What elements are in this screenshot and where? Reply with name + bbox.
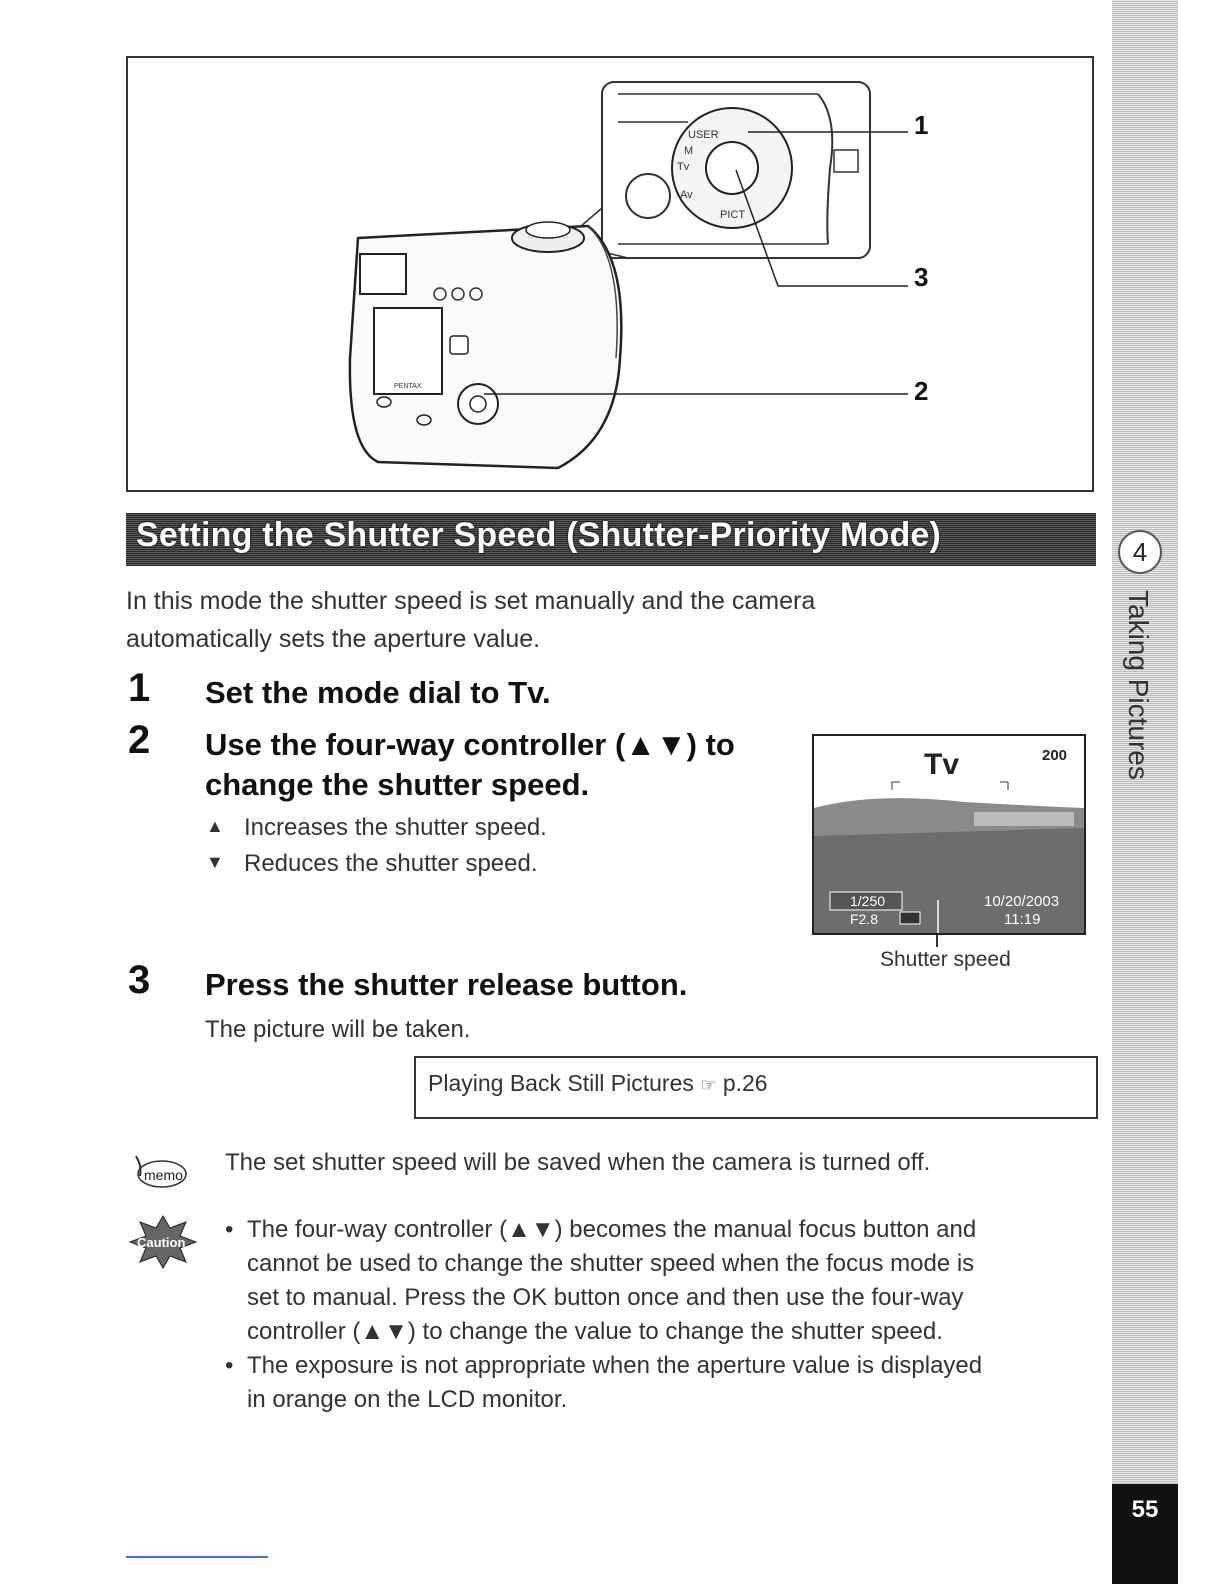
dial-label-av: Av: [680, 189, 693, 201]
reference-box: [414, 1056, 1098, 1119]
lcd-caption-pointer: [936, 935, 938, 947]
battery-icon: [900, 912, 920, 924]
caution-1-line-3: set to manual. Press the OK button once and then use the four-way: [247, 1284, 964, 1311]
caution-1-line-4: controller (▲▼) to change the value to change the shutter speed.: [247, 1318, 943, 1345]
step-1-number: 1: [128, 666, 151, 710]
step-3-title: Press the shutter release button.: [205, 967, 688, 1002]
memo-text: The set shutter speed will be saved when the camera is turned off.: [225, 1149, 931, 1176]
step-2-number: 2: [128, 718, 151, 762]
page-number: 55: [1131, 1496, 1159, 1523]
lcd-screen: [814, 736, 1084, 933]
lcd-shots-remaining: 200: [1042, 747, 1068, 764]
lcd-preview: [812, 734, 1086, 935]
step-2-item-1: Increases the shutter speed.: [244, 814, 547, 841]
step-2-item-2: Reduces the shutter speed.: [244, 850, 538, 877]
callout-3: 3: [914, 262, 929, 292]
intro-line-2: automatically sets the aperture value.: [126, 625, 541, 653]
up-arrow-icon: ▲: [206, 816, 224, 836]
step-3-body: The picture will be taken.: [205, 1016, 471, 1043]
intro-line-1: In this mode the shutter speed is set manually and the camera: [126, 587, 816, 615]
caution-2-line-1: The exposure is not appropriate when the aperture value is displayed: [247, 1352, 983, 1379]
callout-2: 2: [914, 376, 929, 406]
step-2-title-line-1: Use the four-way controller (▲▼) to: [205, 727, 735, 762]
camera-brand: PENTAX: [394, 383, 422, 390]
caution-text: [225, 1213, 1105, 1417]
chapter-label: [1120, 590, 1160, 830]
camera-body: [350, 222, 621, 468]
lcd-shutter-speed: 1/250: [850, 893, 886, 909]
caution-icon-label: Caution: [137, 1235, 186, 1250]
step-3-number: 3: [128, 958, 151, 1002]
camera-illustration: [128, 58, 1092, 490]
section-title: Setting the Shutter Speed (Shutter-Priority Mode): [136, 516, 942, 554]
memo-icon-label: memo: [144, 1167, 183, 1183]
footer-rule: [126, 1556, 268, 1558]
lcd-date: 10/20/2003: [984, 893, 1060, 910]
chapter-label-text: Taking Pictures: [1123, 590, 1154, 780]
callout-1: 1: [914, 110, 929, 140]
camera-figure: [126, 56, 1094, 492]
step-1-title: Set the mode dial to Tv.: [205, 675, 551, 710]
memo-icon: [132, 1152, 188, 1192]
lcd-time: 11:19: [1004, 911, 1041, 928]
step-2-title-line-2: change the shutter speed.: [205, 767, 590, 802]
down-arrow-icon: ▼: [206, 852, 224, 872]
lcd-mode: Tv: [924, 748, 960, 781]
chapter-number: 4: [1118, 530, 1162, 574]
caution-2-line-2: in orange on the LCD monitor.: [247, 1386, 568, 1413]
reference-page[interactable]: p.26: [722, 1070, 768, 1096]
caution-icon: [128, 1214, 198, 1270]
intro-paragraph: [126, 582, 1026, 658]
caution-1-line-1: The four-way controller (▲▼) becomes the manual focus button and: [247, 1216, 977, 1243]
dial-label-m: M: [684, 145, 694, 157]
dial-label-user: USER: [688, 129, 719, 141]
lcd-caption: Shutter speed: [880, 948, 1011, 971]
caution-1-line-2: cannot be used to change the shutter speed when the focus mode is: [247, 1250, 975, 1277]
dial-label-pict: PICT: [720, 209, 746, 221]
reference-text: Playing Back Still Pictures: [428, 1070, 694, 1096]
lcd-aperture: F2.8: [850, 911, 879, 927]
dial-label-tv: Tv: [677, 161, 690, 173]
caution-bullet-2: • The exposure is not appropriate when the aperture value is displayed in orange on the LCD monitor.: [225, 1349, 1105, 1417]
pointing-hand-icon: ☞: [700, 1075, 717, 1095]
caution-bullet-1: • The four-way controller (▲▼) becomes the manual focus button and cannot be used to change the shutter speed when the focus mode is set to manual. Press the OK button once and then use the four-way controller (▲▼) to change the value to change the shutter speed.: [225, 1213, 1105, 1349]
